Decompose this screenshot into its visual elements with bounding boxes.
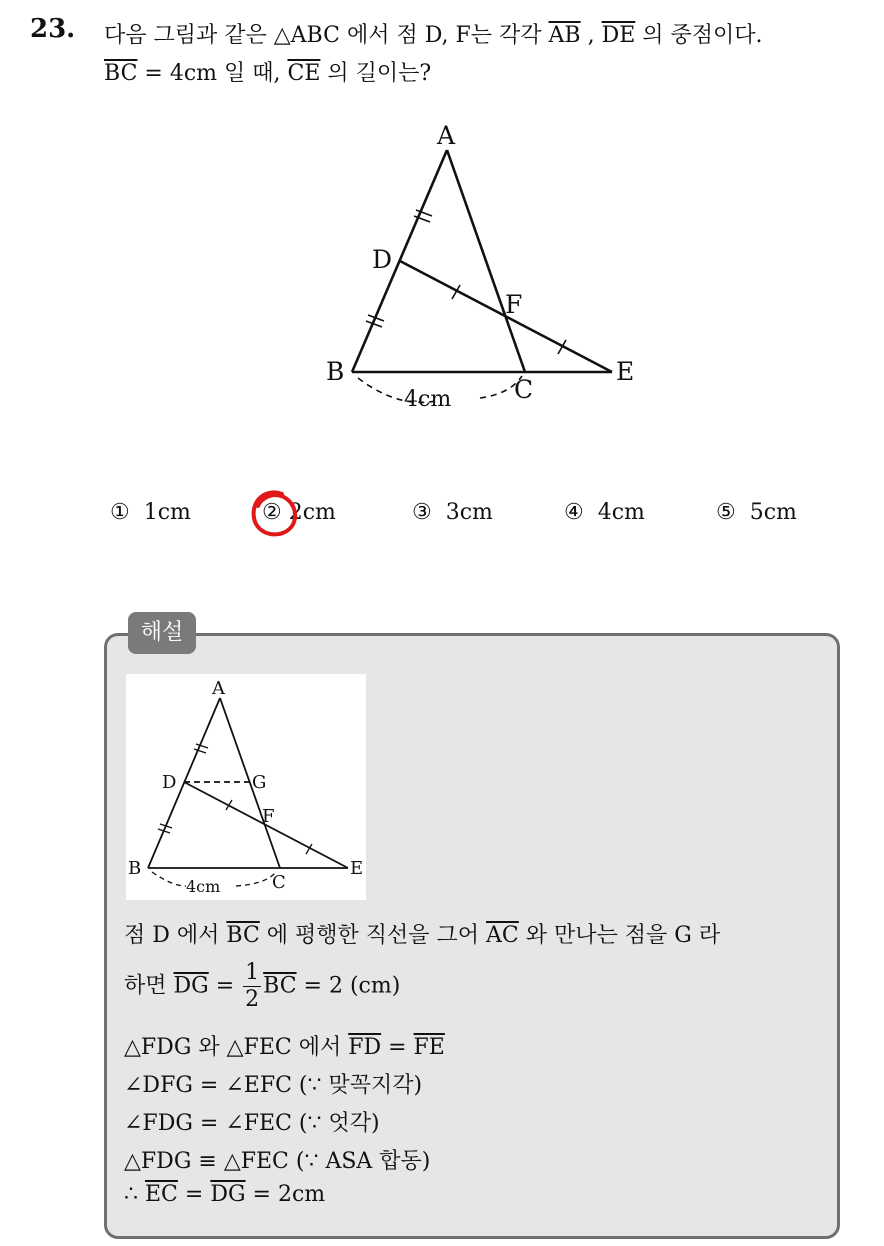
segment-bc: $\overline{BC}$ [263,973,297,999]
question-number: 23. [30,14,76,44]
label-d: D [162,772,177,793]
label-a: A [437,121,456,150]
fraction-denominator: 2 [245,987,260,1012]
length-label: 4cm [404,387,452,412]
solution-text: 하면 [124,973,174,999]
label-f: F [262,806,275,827]
answer-mark-icon [246,486,302,542]
label-e: E [350,858,364,879]
choice-symbol: ⑤ [716,500,736,525]
segment-ac-line [447,150,525,372]
choice-1[interactable] [110,500,191,525]
question-text: = 4cm 일 때, [137,61,288,86]
label-b: B [128,858,142,879]
segment-fe: $\overline{FE}$ [413,1035,445,1060]
solution-text: = [381,1035,414,1060]
choice-text: 1cm [143,500,191,525]
choice-text: 4cm [597,500,645,525]
choice-3[interactable] [412,500,493,525]
segment-bc: $\overline{BC}$ [226,923,260,948]
segment-bc: $\overline{BC}$ [104,61,138,86]
segment-ac-line [220,698,280,868]
solution-text: = 2 (cm) [296,973,401,999]
solution-line-3 [124,1030,445,1061]
solution-text: △FDG 와 △FEC 에서 [124,1035,349,1060]
label-e: E [616,357,635,386]
solution-line-4: ∠DFG = ∠EFC (∵ 맞꼭지각) [124,1073,423,1098]
segment-de: $\overline{DE}$ [601,23,636,48]
segment-ce: $\overline{CE}$ [287,61,321,86]
solution-text: 점 D 에서 [124,923,227,948]
choice-symbol: ① [110,500,130,525]
choice-4[interactable] [564,500,645,525]
solution-text: = 2cm [245,1182,326,1207]
length-label: 4cm [186,877,221,896]
segment-ec: $\overline{EC}$ [145,1182,178,1207]
solution-text: ∴ [124,1182,145,1207]
question-text: , [580,23,602,48]
label-c: C [514,375,534,404]
question-line-1 [104,18,763,49]
fraction-one-half [243,962,261,1011]
solution-line-5: ∠FDG = ∠FEC (∵ 엇각) [124,1111,380,1136]
solution-text: = [208,973,242,999]
choice-text: 2cm [288,500,336,525]
solution-line-6: △FDG ≡ △FEC (∵ ASA 합동) [124,1149,431,1174]
choice-5[interactable] [716,500,797,525]
label-c: C [272,872,286,893]
segment-dg: $\overline{DG}$ [173,973,209,999]
segment-ab-line [352,150,447,372]
label-a: A [212,678,225,699]
choice-symbol: ② [262,500,282,525]
segment-ac: $\overline{AC}$ [486,923,519,948]
question-line-2 [104,56,431,87]
question-text: 의 중점이다. [635,23,763,48]
solution-text: 와 만나는 점을 G 라 [518,923,721,948]
solution-tag: 해설 [128,612,196,654]
label-d: D [372,245,393,274]
choice-symbol: ③ [412,500,432,525]
solution-text: 에 평행한 직선을 그어 [259,923,487,948]
segment-fd: $\overline{FD}$ [348,1035,382,1060]
solution-line-7 [124,1182,325,1207]
segment-ab: $\overline{AB}$ [548,23,581,48]
question-text: 다음 그림과 같은 △ABC 에서 점 D, F는 각각 [104,23,549,48]
choice-text: 3cm [445,500,493,525]
solution-line-2 [124,962,400,1011]
fraction-numerator: 1 [245,960,260,985]
choice-symbol: ④ [564,500,584,525]
solution-figure [126,674,366,900]
triangle-figure [300,110,660,420]
label-f: F [505,290,523,319]
label-g: G [252,772,267,793]
label-b: B [326,357,345,386]
solution-text: = [177,1182,211,1207]
segment-dg: $\overline{DG}$ [210,1182,246,1207]
solution-line-1 [124,918,720,949]
question-text: 의 길이는? [320,61,432,86]
choice-text: 5cm [749,500,797,525]
